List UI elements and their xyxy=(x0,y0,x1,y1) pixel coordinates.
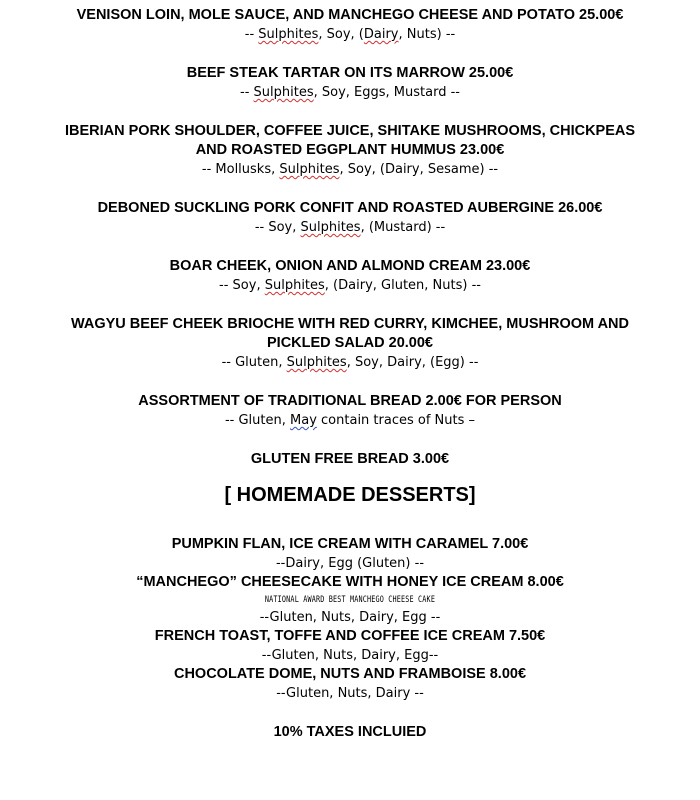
dish-allergens xyxy=(0,25,700,44)
dessert-item-pumpkin-flan xyxy=(0,535,700,573)
spacer xyxy=(0,295,700,315)
taxes-note-block xyxy=(0,723,700,742)
allergen-text: , Soy, ( xyxy=(318,27,364,42)
dessert-title: “MANCHEGO” CHEESECAKE WITH HONEY ICE CREAM 8.00€ xyxy=(136,574,564,590)
dish-title: BOAR CHEEK, ONION AND ALMOND CREAM 23.00€ xyxy=(169,258,531,274)
dessert-allergens: --Gluten, Nuts, Dairy, Egg-- xyxy=(261,648,439,663)
dish-title-line2: PICKLED SALAD 20.00€ xyxy=(267,335,433,351)
allergen-text-flagged: May xyxy=(290,413,317,428)
allergen-text-flagged: Sulphites xyxy=(258,27,319,42)
menu-item-suckling-pork xyxy=(0,199,700,237)
menu-item-gluten-free-bread xyxy=(0,450,700,469)
menu-item-boar-cheek xyxy=(0,257,700,295)
dish-allergens xyxy=(0,83,700,102)
dish-title-line2: AND ROASTED EGGPLANT HUMMUS 23.00€ xyxy=(195,142,505,158)
allergen-text: -- Soy, xyxy=(219,278,265,293)
spacer xyxy=(0,237,700,257)
dish-title: ASSORTMENT OF TRADITIONAL BREAD 2.00€ FOR PERSON xyxy=(138,393,562,409)
allergen-text: , (Mustard) -- xyxy=(360,220,446,235)
spacer xyxy=(0,430,700,450)
dish-title-line1: IBERIAN PORK SHOULDER, COFFEE JUICE, SHITAKE MUSHROOMS, CHICKPEAS xyxy=(64,123,636,139)
taxes-note: 10% TAXES INCLUIED xyxy=(273,724,427,740)
allergen-text: -- Gluten, xyxy=(221,355,287,370)
spacer xyxy=(0,372,700,392)
dish-allergens xyxy=(0,160,700,179)
allergen-text: -- xyxy=(244,27,259,42)
spacer xyxy=(0,507,700,535)
spacer xyxy=(0,703,700,723)
dessert-item-chocolate-dome xyxy=(0,665,700,703)
dessert-title: PUMPKIN FLAN, ICE CREAM WITH CARAMEL 7.00€ xyxy=(171,536,529,552)
allergen-text: , Soy, Dairy, (Egg) -- xyxy=(346,355,479,370)
allergen-text: -- Soy, xyxy=(254,220,301,235)
dish-title: DEBONED SUCKLING PORK CONFIT AND ROASTED AUBERGINE 26.00€ xyxy=(97,200,603,216)
allergen-text: contain traces of Nuts – xyxy=(316,413,476,428)
allergen-text: -- Mollusks, xyxy=(201,162,280,177)
dish-allergens xyxy=(0,411,700,430)
spacer xyxy=(0,179,700,199)
allergen-text-flagged: Dairy xyxy=(363,27,399,42)
menu-page xyxy=(0,6,700,742)
dish-title: BEEF STEAK TARTAR ON ITS MARROW 25.00€ xyxy=(186,65,514,81)
dish-allergens xyxy=(0,276,700,295)
dish-allergens xyxy=(0,218,700,237)
allergen-text-flagged: Sulphites xyxy=(300,220,361,235)
dessert-item-cheesecake xyxy=(0,573,700,627)
dessert-title: CHOCOLATE DOME, NUTS AND FRAMBOISE 8.00€ xyxy=(173,666,527,682)
menu-item-wagyu-brioche xyxy=(0,315,700,372)
award-note: NATIONAL AWARD BEST MANCHEGO CHEESE CAKE xyxy=(264,595,436,605)
dessert-allergens: --Gluten, Nuts, Dairy -- xyxy=(276,686,424,701)
dessert-item-french-toast xyxy=(0,627,700,665)
menu-item-venison xyxy=(0,6,700,44)
dish-title: GLUTEN FREE BREAD 3.00€ xyxy=(250,451,450,467)
allergen-text-flagged: Sulphites xyxy=(279,162,340,177)
dessert-allergens: --Gluten, Nuts, Dairy, Egg -- xyxy=(259,610,441,625)
allergen-text: -- Gluten, xyxy=(224,413,291,428)
menu-item-iberian-pork xyxy=(0,122,700,179)
dessert-title: FRENCH TOAST, TOFFE AND COFFEE ICE CREAM 7.50€ xyxy=(154,628,546,644)
dish-title: VENISON LOIN, MOLE SAUCE, AND MANCHEGO CHEESE AND POTATO 25.00€ xyxy=(76,7,624,23)
spacer xyxy=(0,44,700,64)
allergen-text: , (Dairy, Gluten, Nuts) -- xyxy=(324,278,481,293)
allergen-text-flagged: Sulphites xyxy=(286,355,347,370)
allergen-text: , Soy, (Dairy, Sesame) -- xyxy=(339,162,499,177)
allergen-text: , Nuts) -- xyxy=(398,27,456,42)
spacer xyxy=(0,102,700,122)
dish-title-line1: WAGYU BEEF CHEEK BRIOCHE WITH RED CURRY, KIMCHEE, MUSHROOM AND xyxy=(71,316,629,332)
dish-allergens xyxy=(0,353,700,372)
allergen-text-flagged: Sulphites xyxy=(264,278,325,293)
allergen-text: -- xyxy=(240,85,254,100)
menu-item-bread xyxy=(0,392,700,430)
desserts-heading: [ HOMEMADE DESSERTS] xyxy=(224,484,476,506)
allergen-text: , Soy, Eggs, Mustard -- xyxy=(313,85,460,100)
allergen-text-flagged: Sulphites xyxy=(253,85,314,100)
menu-item-beef-tartar xyxy=(0,64,700,102)
dessert-allergens: --Dairy, Egg (Gluten) -- xyxy=(275,556,425,571)
